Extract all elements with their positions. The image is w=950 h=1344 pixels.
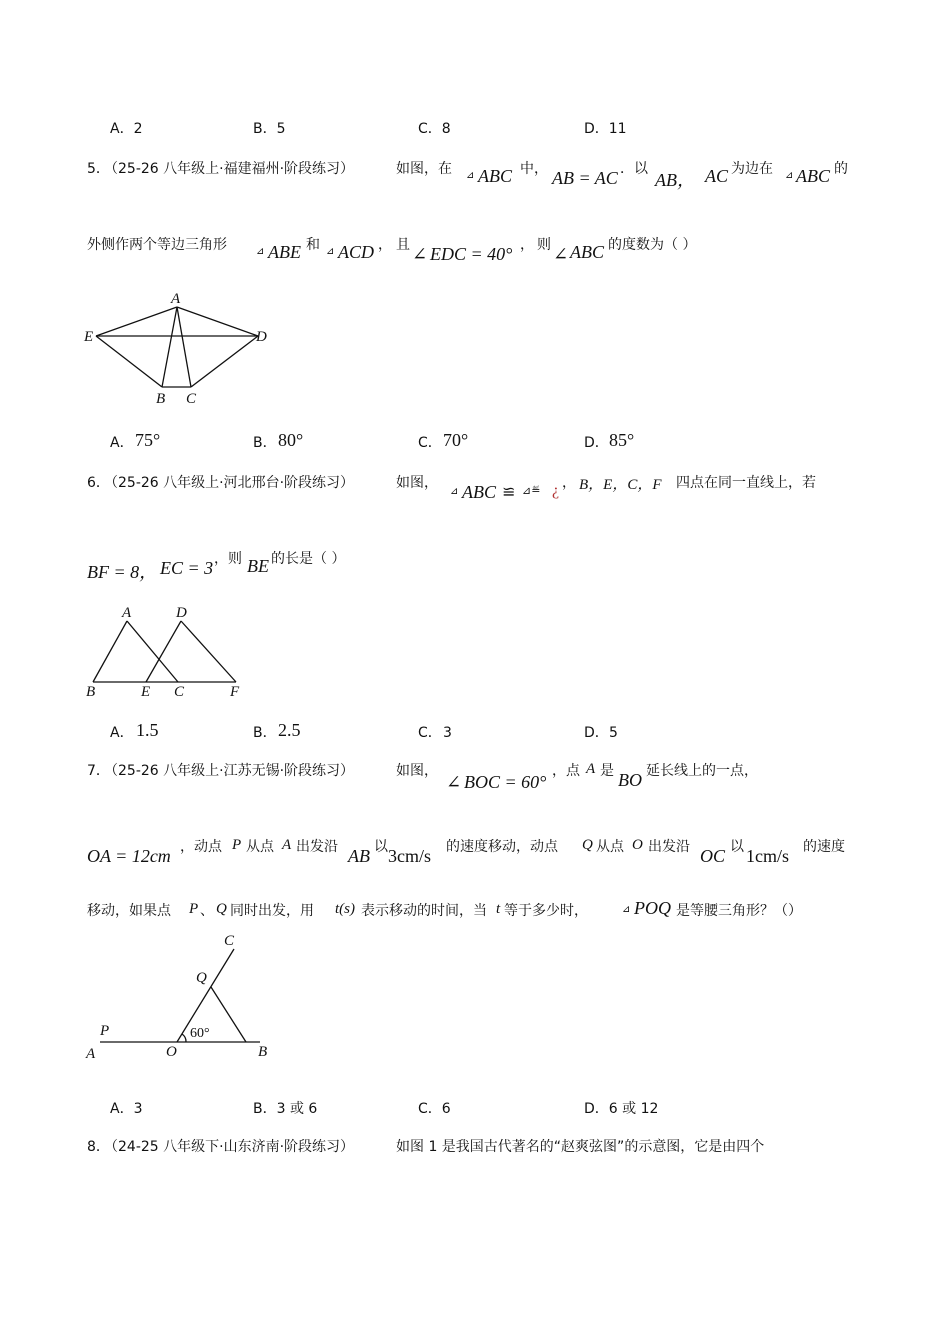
q6-be: BE bbox=[247, 556, 269, 576]
q6-option-b-value: 2.5 bbox=[278, 720, 301, 740]
q7-ts: t(s) bbox=[335, 901, 355, 917]
q7-l2-text-6: 出发沿 bbox=[648, 839, 690, 855]
q7-option-d: D．6 或 12 bbox=[584, 1101, 659, 1117]
q7-option-b: B．3 或 6 bbox=[253, 1101, 318, 1117]
q7-l3-text-4: 表示移动的时间，当 bbox=[361, 903, 487, 919]
q7-triangle-symbol: ⊿ bbox=[622, 904, 631, 915]
q5-label-d: D bbox=[256, 329, 267, 345]
q7-v2: 1cm/s bbox=[746, 846, 789, 866]
q6-option-b-letter: B． bbox=[253, 725, 277, 741]
q6-option-d-letter: D． bbox=[584, 725, 609, 741]
q7-l3-q: Q bbox=[216, 901, 227, 917]
q7-poq: POQ bbox=[634, 898, 671, 918]
q6-label-d: D bbox=[176, 605, 187, 621]
q5-text-4: 为边在 bbox=[731, 161, 773, 177]
q5-text-2: 中， bbox=[520, 161, 548, 177]
q5-text-3: ．以 bbox=[620, 161, 648, 177]
q7-l2-text-4: 的速度移动，动点 bbox=[446, 839, 558, 855]
q7-text-1: 如图， bbox=[396, 763, 438, 779]
q6-option-d-value: 5 bbox=[609, 725, 618, 741]
q7-a: A bbox=[586, 761, 596, 777]
q5-edc: EDC = 40° bbox=[430, 244, 513, 264]
q8-source: （24-25 八年级下·山东济南·阶段练习） bbox=[104, 1139, 355, 1155]
q6-text-3: 四点在同一直线上，若 bbox=[676, 475, 816, 491]
q5-acd: ACD bbox=[338, 242, 374, 262]
q7-label-o: O bbox=[166, 1044, 177, 1060]
q6-text-4: ，则 bbox=[214, 551, 242, 567]
q7-text-4: 延长线上的一点， bbox=[646, 763, 758, 779]
q7-l3-text-6: 是等腰三角形？（） bbox=[676, 903, 802, 919]
q5-ac: AC bbox=[705, 166, 729, 186]
q5-triangle-symbol-4: ⊿ bbox=[326, 246, 335, 257]
q5-option-a-value: 75° bbox=[135, 430, 161, 450]
q6-ask: 的长是（ ） bbox=[271, 551, 346, 567]
q5-triangle-symbol: ⊿ bbox=[466, 170, 475, 181]
q7-l3-text-2: 、 bbox=[200, 903, 214, 919]
q6-ec: EC = 3 bbox=[160, 558, 214, 578]
q5-option-b-value: 80° bbox=[278, 430, 304, 450]
q5-comma-2: ， bbox=[520, 237, 534, 253]
q6-source: （25-26 八年级上·河北邢台·阶段练习） bbox=[104, 475, 355, 491]
q7-l2-a: A bbox=[282, 837, 292, 853]
q5-option-c-value: 70° bbox=[443, 430, 469, 450]
q7-yi-2: 以 bbox=[730, 839, 744, 855]
q7-yi: 以 bbox=[374, 839, 388, 855]
q7-l2-text-1: ，动点 bbox=[180, 839, 222, 855]
q7-bo: BO bbox=[618, 770, 642, 790]
q7-v1: 3cm/s bbox=[388, 846, 431, 866]
q7-oa: OA = 12cm bbox=[87, 846, 171, 866]
q5-number: 5． bbox=[87, 161, 110, 177]
q5-comma: ， bbox=[378, 237, 392, 253]
q6-figure bbox=[80, 600, 250, 700]
q5-text-1: 如图，在 bbox=[396, 161, 452, 177]
q7-q: Q bbox=[582, 837, 593, 853]
q7-text-2: ，点 bbox=[552, 763, 580, 779]
q6-triangle-symbol: ⊿ bbox=[450, 486, 459, 497]
q8-text: 如图 1 是我国古代著名的“赵爽弦图”的示意图，它是由四个 bbox=[396, 1139, 765, 1155]
q7-l2-text-7: 的速度 bbox=[803, 839, 845, 855]
q6-text-1: 如图， bbox=[396, 475, 438, 491]
q7-text-3: 是 bbox=[600, 763, 614, 779]
q6-label-e: E bbox=[141, 684, 151, 700]
q5-ab: AB， bbox=[655, 170, 695, 190]
q5-text-5: 的 bbox=[834, 161, 848, 177]
q6-def-glyph: ⊿≝ bbox=[522, 484, 541, 497]
q5-source: （25-26 八年级上·福建福州·阶段练习） bbox=[104, 161, 355, 177]
q5-ze: 则 bbox=[537, 237, 551, 253]
q7-label-c: C bbox=[224, 933, 235, 949]
q6-label-a: A bbox=[122, 605, 132, 621]
q6-option-a-letter: A． bbox=[110, 725, 134, 741]
q5-option-c-letter: C． bbox=[418, 435, 442, 451]
q7-option-a: A．3 bbox=[110, 1101, 143, 1117]
q5-option-d-value: 85° bbox=[609, 430, 635, 450]
q5-abc: ABC bbox=[478, 166, 512, 186]
q7-label-60: 60° bbox=[190, 1026, 210, 1041]
q6-label-f: F bbox=[230, 684, 240, 700]
q5-label-e: E bbox=[84, 329, 94, 345]
q6-congruent: ≌ bbox=[502, 484, 516, 501]
q7-oc: OC bbox=[700, 846, 726, 866]
q5-option-d-letter: D． bbox=[584, 435, 609, 451]
q7-l2-text-5: 从点 bbox=[596, 839, 624, 855]
q4-option-b: B．5 bbox=[253, 121, 286, 137]
q6-label-b: B bbox=[86, 684, 96, 700]
q7-boc: BOC = 60° bbox=[464, 772, 547, 792]
q4-option-c: C．8 bbox=[418, 121, 451, 137]
q8-number: 8． bbox=[87, 1139, 110, 1155]
q7-source: （25-26 八年级上·江苏无锡·阶段练习） bbox=[104, 763, 355, 779]
q4-option-d: D．11 bbox=[584, 121, 627, 137]
q5-line2-text: 外侧作两个等边三角形 bbox=[87, 237, 227, 253]
q5-abe: ABE bbox=[268, 242, 301, 262]
q5-qie: 且 bbox=[396, 237, 410, 253]
q6-number: 6． bbox=[87, 475, 110, 491]
q5-triangle-symbol-3: ⊿ bbox=[256, 246, 265, 257]
q5-abc-3: ABC bbox=[570, 242, 604, 262]
q5-option-a-letter: A． bbox=[110, 435, 134, 451]
q7-l3-text-1: 移动，如果点 bbox=[87, 903, 171, 919]
q5-triangle-symbol-2: ⊿ bbox=[785, 170, 794, 181]
q6-option-a-value: 1.5 bbox=[136, 720, 159, 740]
q5-he: 和 bbox=[306, 237, 320, 253]
q5-abc-2: ABC bbox=[796, 166, 830, 186]
q7-label-b: B bbox=[258, 1044, 268, 1060]
q5-label-a: A bbox=[171, 291, 181, 307]
q7-label-p: P bbox=[100, 1023, 110, 1039]
q6-option-c-value: 3 bbox=[443, 725, 452, 741]
q7-angle-symbol: ∠ bbox=[446, 772, 462, 792]
q7-p: P bbox=[232, 837, 242, 853]
q5-angle-symbol-2: ∠ bbox=[553, 244, 569, 264]
q5-option-b-letter: B． bbox=[253, 435, 277, 451]
q5-angle-symbol: ∠ bbox=[412, 244, 428, 264]
q6-points: B，E，C，F bbox=[579, 477, 662, 493]
q6-option-c-letter: C． bbox=[418, 725, 442, 741]
q6-broken-glyph: ¿ bbox=[552, 482, 560, 499]
q6-abc: ABC bbox=[462, 482, 496, 502]
q5-ask: 的度数为（ ） bbox=[608, 237, 697, 253]
q7-t: t bbox=[496, 901, 501, 917]
q5-label-c: C bbox=[186, 391, 197, 407]
q6-label-c: C bbox=[174, 684, 185, 700]
q7-l3-text-5: 等于多少时， bbox=[504, 903, 588, 919]
q7-number: 7． bbox=[87, 763, 110, 779]
q5-figure bbox=[80, 286, 280, 416]
q5-label-b: B bbox=[156, 391, 166, 407]
q7-l2-text-3: 出发沿 bbox=[296, 839, 338, 855]
q7-figure bbox=[80, 926, 300, 1066]
q6-text-2: ， bbox=[562, 475, 576, 491]
q7-l2-text-2: 从点 bbox=[246, 839, 274, 855]
q5-equation: AB = AC bbox=[552, 168, 618, 188]
q6-bf: BF = 8， bbox=[87, 562, 158, 582]
q7-label-a: A bbox=[86, 1046, 96, 1062]
q7-l3-text-3: 同时出发，用 bbox=[230, 903, 314, 919]
q7-ab: AB bbox=[348, 846, 370, 866]
q7-l3-p: P bbox=[189, 901, 199, 917]
q7-option-c: C．6 bbox=[418, 1101, 451, 1117]
q7-label-q: Q bbox=[196, 970, 207, 986]
q7-o: O bbox=[632, 837, 643, 853]
q4-option-a: A．2 bbox=[110, 121, 143, 137]
